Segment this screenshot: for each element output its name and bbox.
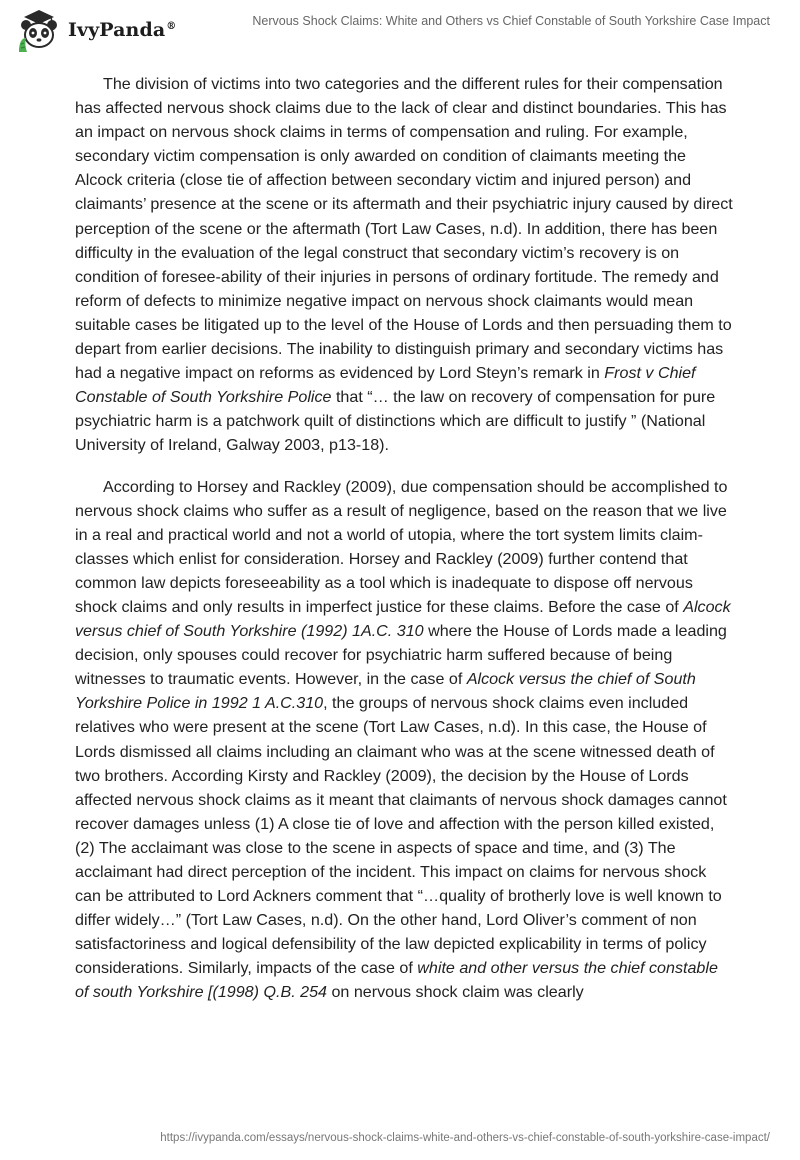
case-citation: Frost v Chief Constable of South Yorkshire Police <box>75 364 696 407</box>
paragraph-text: , the groups of nervous shock claims even included relatives who were present at the scene (Tort Law Cases, n.d). In this case, the House of Lords dismissed all claims including an claimant who was at the scene witnessed death of two brothers. According Kirsty and Rackley (2009), the decision by the House of Lords affected nervous shock claims as it meant that claimants of nervous shock damages cannot recover damages unless (1) A close tie of love and affection with the person killed existed, (2) The acclaimant was close to the scene in aspects of space and time, and (3) The acclaimant had direct perception of the incident. This impact on claims for nervous shock can be attributed to Lord Ackners comment that “…quality of brotherly love is well known to differ widely…” (Tort Law Cases, n.d). On the other hand, Lord Oliver’s comment of non satisfactoriness and logical defensibility of the law depicted explicability in terms of policy considerations. Similarly, impacts of the case of <box>75 694 727 978</box>
page-header <box>0 0 800 60</box>
brand-name: IvyPanda® <box>68 19 177 41</box>
case-citation: Alcock versus the chief of South Yorkshire Police in 1992 1 A.C.310 <box>75 670 696 713</box>
source-url[interactable]: https://ivypanda.com/essays/nervous-shock-claims-white-and-others-vs-chief-constable-of-south-yorkshire-case-impact/ <box>160 1132 770 1144</box>
paragraph-text: The division of victims into two categories and the different rules for their compensation has affected nervous shock claims due to the lack of clear and distinct boundaries. This has an impact on nervous shock claims in terms of compensation and ruling. For example, secondary victim compensation is only awarded on condition of claimants meeting the Alcock criteria (close tie of affection between secondary victim and injured person) and claimants’ presence at the scene or its aftermath and their psychiatric injury caused by direct perception of the scene or the aftermath (Tort Law Cases, n.d). In addition, there has been difficulty in the evaluation of the legal construct that secondary victim’s recovery is on condition of foresee-ability of their injuries in persons of ordinary fortitude. The remedy and reform of defects to minimize negative impact on nervous shock claimants would mean suitable cases be litigated up to the level of the House of Lords and then persuading them to depart from earlier decisions. The inability to distinguish primary and secondary victims has had a negative impact on reforms as evidenced by Lord Steyn’s remark in <box>75 75 733 383</box>
document-title: Nervous Shock Claims: White and Others vs Chief Constable of South Yorkshire Case Impact <box>252 14 770 28</box>
case-citation: Alcock versus chief of South Yorkshire (1992) 1A.C. 310 <box>75 597 731 641</box>
paragraph-text: that “… the law on recovery of compensation for pure psychiatric harm is a patchwork quilt of distinctions which are difficult to justify ” (National University of Ireland, Galway 2003, p13-18). <box>75 388 716 455</box>
case-citation: white and other versus the chief constable of south Yorkshire [(1998) Q.B. 254 <box>75 959 718 1002</box>
paragraph-text: on nervous shock claim was clearly <box>326 983 584 1002</box>
paragraph-2 <box>75 475 735 1005</box>
panda-mascot-icon <box>16 8 62 52</box>
ivypanda-logo[interactable] <box>16 8 176 52</box>
paragraph-1 <box>75 72 735 458</box>
paragraph-text: According to Horsey and Rackley (2009), due compensation should be accomplished to nervous shock claims who suffer as a result of negligence, based on the reason that we live in a real and practical world and not a world of utopia, where the tort system limits claim-classes which enlist for consideration. Horsey and Rackley (2009) further contend that common law depicts foreseeability as a tool which is inadequate to dispose off nervous shock claims and only results in imperfect justice for these claims. Before the case of <box>75 477 728 616</box>
paragraph-text: where the House of Lords made a leading decision, only spouses could recover for psychiatric harm suffered because of being witnesses to traumatic events. However, in the case of <box>75 622 727 689</box>
essay-body <box>75 72 735 1022</box>
